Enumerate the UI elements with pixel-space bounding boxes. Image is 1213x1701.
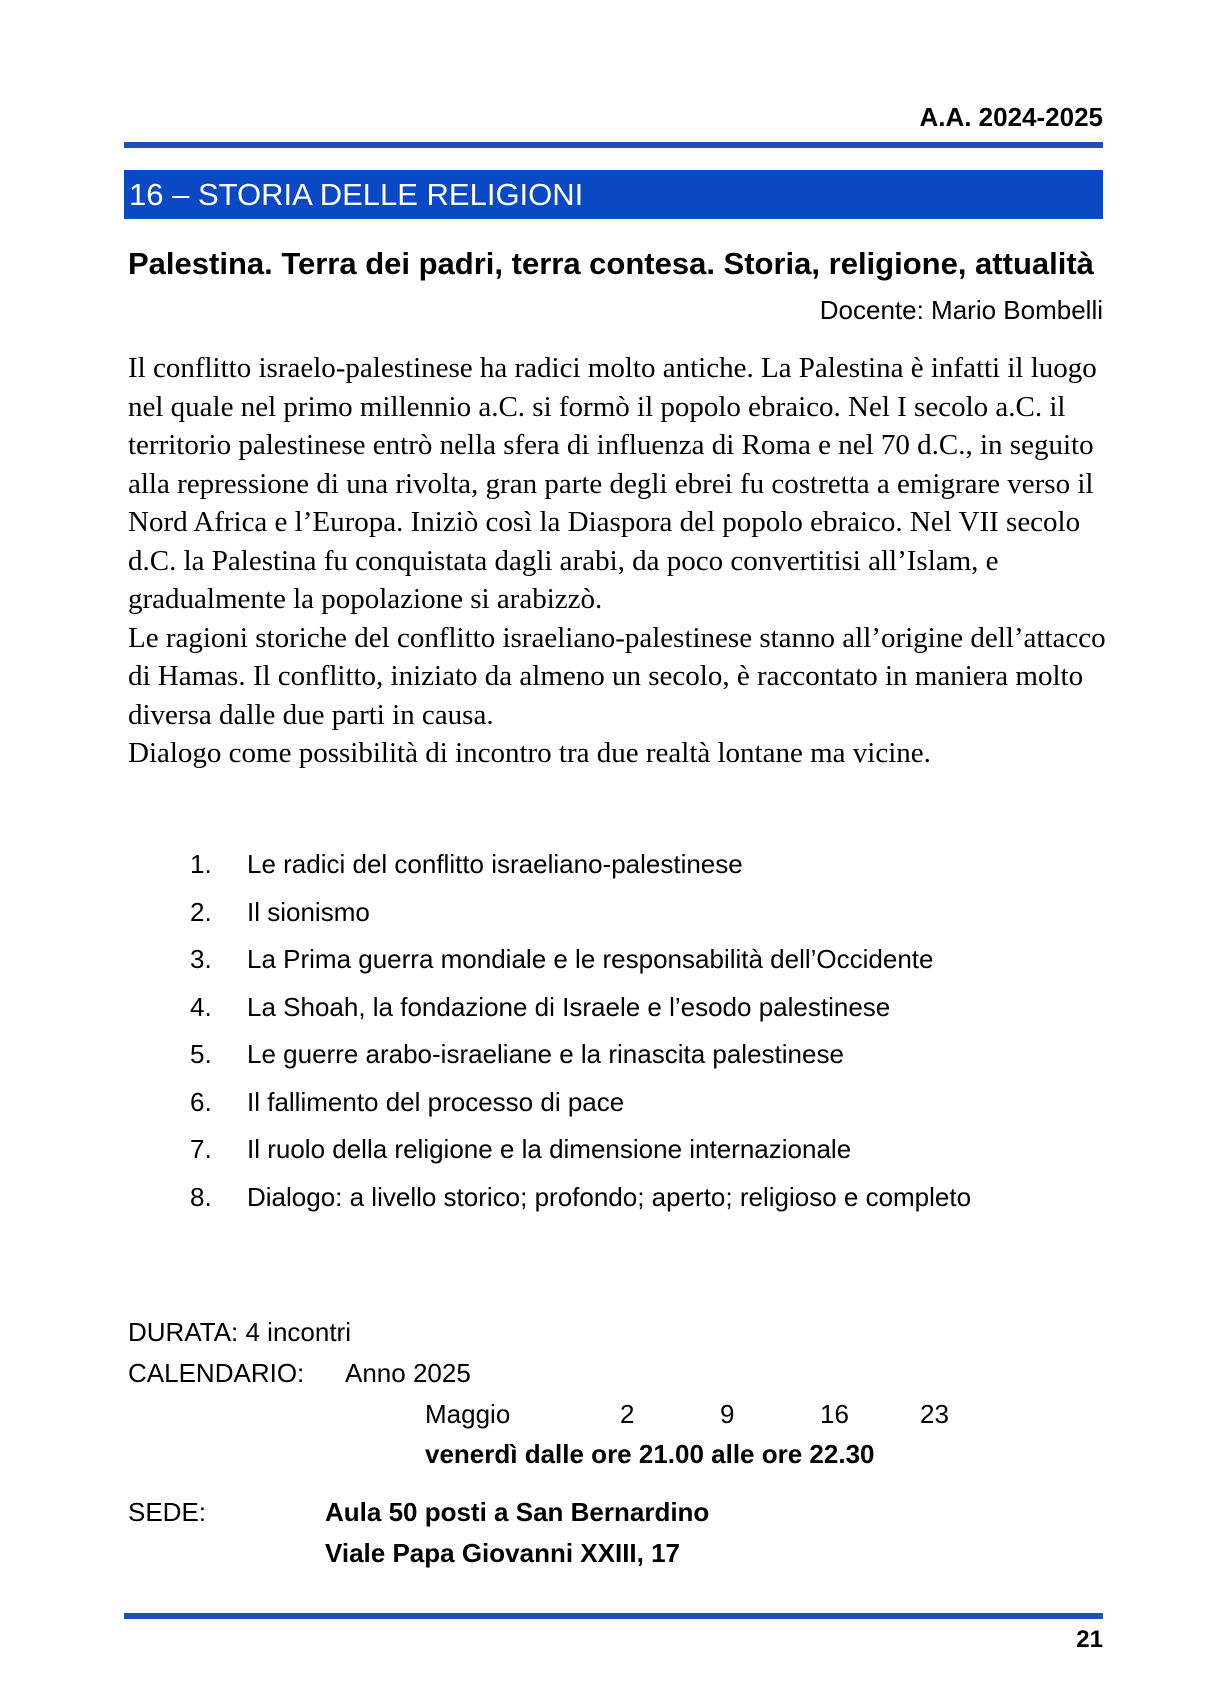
calendar-day: 23 — [920, 1399, 949, 1429]
page-number: 21 — [1076, 1626, 1103, 1653]
topic-list — [190, 841, 1090, 1221]
list-item — [190, 1079, 1090, 1127]
teacher-name: Docente: Mario Bombelli — [819, 295, 1103, 325]
duration: DURATA: 4 incontri — [128, 1317, 351, 1347]
description-paragraph: Il conflitto israelo-palestinese ha radici molto antiche. La Palestina è infatti il luogo nel quale nel primo millennio a.C. si formò il popolo ebraico. Nel I secolo a.C. il territorio palestinese entrò nella sfera di influenza di Roma e nel 70 d.C., in seguito alla repressione di una rivolta, gran parte degli ebrei fu costretta a emigrare verso il Nord Africa e l’Europa. Iniziò così la Diaspora del popolo ebraico. Nel VII secolo d.C. la Palestina fu conquistata dagli arabi, da poco convertitisi all’Islam, e gradualmente la popolazione si arabizzò. — [128, 352, 1097, 615]
topic-number: 2. — [190, 896, 212, 927]
calendar-day: 16 — [820, 1399, 849, 1429]
course-description — [128, 349, 1118, 773]
topic-text: Il ruolo della religione e la dimensione internazionale — [247, 1134, 852, 1164]
list-item — [190, 889, 1090, 937]
list-item — [190, 1174, 1090, 1222]
description-paragraph: Dialogo come possibilità di incontro tra due realtà lontane ma vicine. — [128, 737, 931, 769]
calendar-label: CALENDARIO: — [128, 1358, 305, 1388]
calendar-day: 2 — [620, 1399, 635, 1429]
course-title: Palestina. Terra dei padri, terra contesa. Storia, religione, attualità — [128, 246, 1094, 281]
topic-text: Il fallimento del processo di pace — [247, 1086, 625, 1117]
section-title: 16 – STORIA DELLE RELIGIONI — [124, 170, 1103, 219]
calendar-schedule: venerdì dalle ore 21.00 alle ore 22.30 — [425, 1439, 875, 1469]
topic-text: La Shoah, la fondazione di Israele e l’esodo palestinese — [247, 991, 891, 1022]
top-divider — [124, 142, 1103, 148]
topic-number: 5. — [190, 1039, 212, 1069]
venue-room: Aula 50 posti a San Bernardino — [325, 1497, 710, 1527]
calendar-month: Maggio — [425, 1399, 511, 1429]
bottom-divider — [124, 1613, 1103, 1619]
topic-number: 4. — [190, 991, 212, 1022]
list-item — [190, 841, 1090, 889]
topic-text: Dialogo: a livello storico; profondo; aperto; religioso e completo — [247, 1181, 972, 1212]
topic-text: Le radici del conflitto israeliano-palestinese — [247, 849, 743, 879]
academic-year: A.A. 2024-2025 — [919, 102, 1103, 132]
venue-label: SEDE: — [128, 1497, 207, 1527]
list-item — [190, 1126, 1090, 1174]
topic-text: La Prima guerra mondiale e le responsabilità dell’Occidente — [247, 944, 934, 974]
topic-text: Le guerre arabo-israeliane e la rinascita palestinese — [247, 1039, 844, 1069]
list-item — [190, 1031, 1090, 1079]
topic-number: 8. — [190, 1181, 212, 1212]
topic-number: 3. — [190, 944, 212, 974]
calendar-day: 9 — [720, 1399, 735, 1429]
topic-text: Il sionismo — [247, 896, 370, 927]
list-item — [190, 936, 1090, 984]
topic-number: 6. — [190, 1086, 212, 1117]
topic-number: 7. — [190, 1134, 212, 1164]
topic-number: 1. — [190, 849, 212, 879]
venue-address: Viale Papa Giovanni XXIII, 17 — [325, 1538, 681, 1568]
calendar-year: Anno 2025 — [345, 1358, 471, 1388]
list-item — [190, 984, 1090, 1032]
description-paragraph: Le ragioni storiche del conflitto israeliano-palestinese stanno all’origine dell’attacco di Hamas. Il conflitto, iniziato da almeno un secolo, è raccontato in maniera molto diversa dalle due parti in causa. — [128, 621, 1106, 731]
